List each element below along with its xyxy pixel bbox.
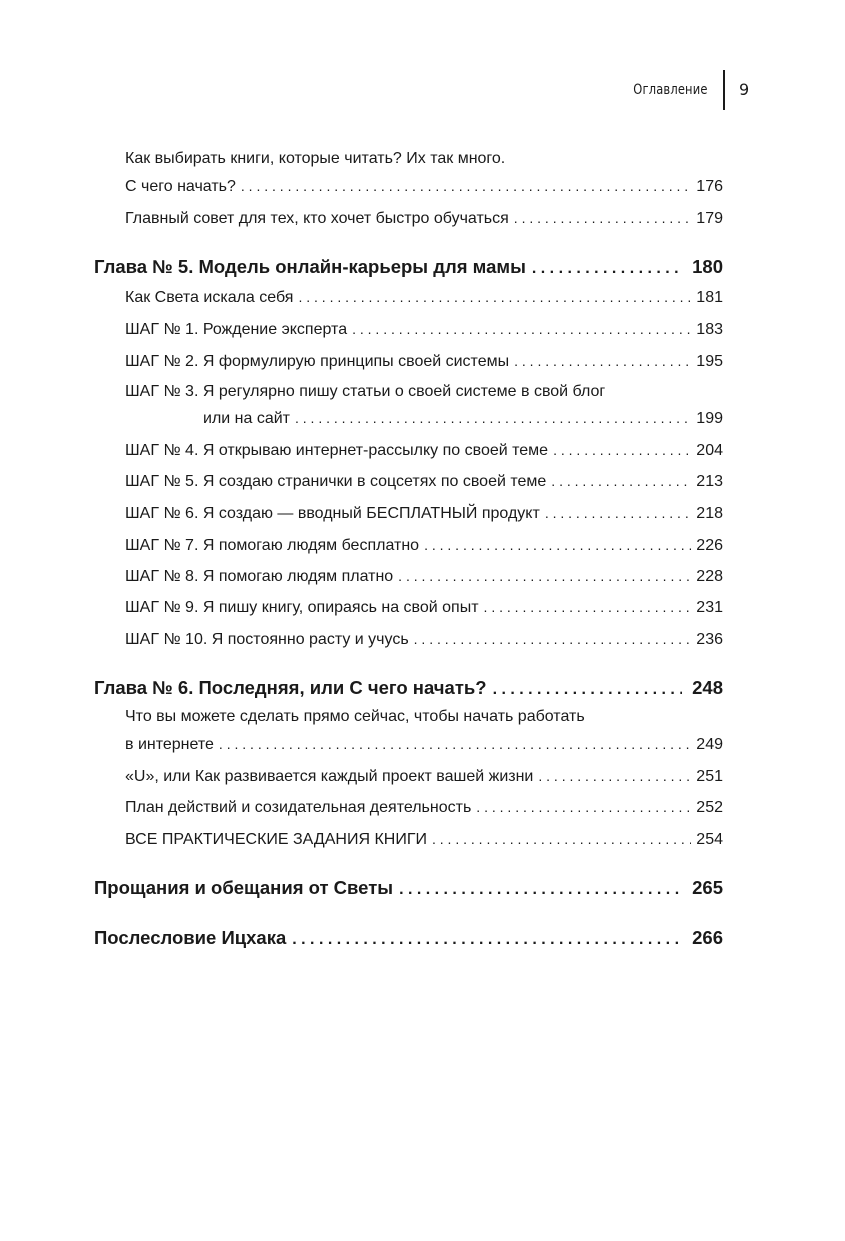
page-number: 9 (739, 80, 750, 99)
toc-entry-title: Как Света искала себя (125, 289, 294, 306)
toc-chapter (94, 255, 723, 281)
dot-leader (514, 351, 691, 371)
toc-entry-title: Главный совет для тех, кто хочет быстро обучаться (125, 210, 509, 227)
dot-leader (219, 734, 691, 754)
toc-chapter (94, 876, 723, 902)
toc-entry (125, 503, 723, 524)
toc-entry-title: ШАГ № 2. Я формулирую принципы своей системы (125, 353, 510, 370)
toc-entry-title: Прощания и обещания от Светы (94, 877, 394, 898)
toc-entry (125, 176, 723, 197)
dot-leader (432, 829, 691, 849)
dot-leader (514, 208, 692, 228)
dot-leader (398, 566, 691, 586)
section-title: Оглавление (633, 82, 708, 98)
toc-page-number: 231 (696, 599, 723, 616)
toc-entry (125, 440, 723, 461)
toc-page-number: 248 (692, 677, 723, 698)
toc-entry (203, 408, 723, 429)
toc-chapter (94, 676, 723, 702)
toc-entry (125, 629, 723, 650)
toc-entry-title: ШАГ № 7. Я помогаю людям бесплатно (125, 537, 420, 554)
toc-page-number: 251 (696, 768, 723, 785)
toc-entry (125, 287, 723, 308)
toc-entry (125, 829, 723, 850)
toc-page-number: 266 (692, 927, 723, 948)
toc-entry (125, 597, 723, 618)
toc-page-number: 176 (696, 178, 723, 195)
toc-entry-title: Что вы можете сделать прямо сейчас, чтобы начать работать (125, 708, 585, 725)
toc-page-number: 195 (696, 353, 723, 370)
toc-entry (125, 707, 723, 727)
toc-page-number: 236 (696, 631, 723, 648)
toc-page-number: 249 (696, 736, 723, 753)
dot-leader (551, 471, 691, 491)
dot-leader (399, 878, 682, 902)
toc-entry (125, 351, 723, 372)
dot-leader (295, 408, 691, 428)
toc-page-number: 179 (696, 210, 723, 227)
toc-entry-title: ШАГ № 8. Я помогаю людям платно (125, 568, 394, 585)
toc-entry-title: С чего начать? (125, 178, 236, 195)
dot-leader (493, 678, 683, 702)
toc-entry-title: Глава № 6. Последняя, или С чего начать? (94, 677, 487, 698)
toc-page-number: 180 (692, 256, 723, 277)
toc-entry (125, 208, 723, 229)
dot-leader (532, 257, 682, 281)
toc-entry (125, 734, 723, 755)
toc-page-number: 204 (696, 442, 723, 459)
toc-chapter (94, 926, 723, 952)
toc-page-number: 254 (696, 831, 723, 848)
header-divider (723, 70, 725, 110)
toc-entry-title: или на сайт (203, 410, 290, 427)
toc-entry-title: Как выбирать книги, которые читать? Их так много. (125, 150, 506, 167)
toc-entry-title: ШАГ № 10. Я постоянно расту и учусь (125, 631, 409, 648)
dot-leader (352, 319, 691, 339)
toc-entry (125, 149, 723, 169)
toc-entry (125, 797, 723, 818)
dot-leader (538, 766, 691, 786)
toc-entry-title: ШАГ № 4. Я открываю интернет-рассылку по своей теме (125, 442, 549, 459)
toc-entry-title: в интернете (125, 736, 214, 753)
toc-entry (125, 319, 723, 340)
toc-entry-title: «U», или Как развивается каждый проект вашей жизни (125, 768, 534, 785)
dot-leader (424, 535, 691, 555)
toc-entry-title: ШАГ № 6. Я создаю — вводный БЕСПЛАТНЫЙ продукт (125, 505, 540, 522)
toc-entry-title: ВСЕ ПРАКТИЧЕСКИЕ ЗАДАНИЯ КНИГИ (125, 831, 427, 848)
toc-page-number: 181 (696, 289, 723, 306)
toc-entry-title: ШАГ № 3. Я регулярно пишу статьи о своей системе в свой блог (125, 383, 606, 400)
toc-entry (125, 535, 723, 556)
toc-page-number: 228 (696, 568, 723, 585)
running-head (0, 78, 845, 108)
toc-entry-title: Глава № 5. Модель онлайн-карьеры для мамы (94, 256, 526, 277)
dot-leader (476, 797, 691, 817)
toc-page-number: 252 (696, 799, 723, 816)
toc-page-number: 265 (692, 877, 723, 898)
toc-entry (125, 471, 723, 492)
dot-leader (414, 629, 692, 649)
toc-entry (125, 766, 723, 787)
toc-page-number: 213 (696, 473, 723, 490)
toc-entry-title: ШАГ № 9. Я пишу книгу, опираясь на свой опыт (125, 599, 479, 616)
dot-leader (484, 597, 692, 617)
toc-page-number: 226 (696, 537, 723, 554)
toc-entry-title: ШАГ № 5. Я создаю странички в соцсетях по своей теме (125, 473, 547, 490)
toc-page-number: 183 (696, 321, 723, 338)
toc-entry-title: План действий и созидательная деятельность (125, 799, 472, 816)
dot-leader (553, 440, 691, 460)
dot-leader (241, 176, 691, 196)
dot-leader (292, 928, 682, 952)
toc-entry-title: ШАГ № 1. Рождение эксперта (125, 321, 348, 338)
toc-page-number: 218 (696, 505, 723, 522)
toc-entry (125, 382, 723, 402)
toc-entry (125, 566, 723, 587)
toc-entry-title: Послесловие Ицхака (94, 927, 287, 948)
toc-page-number: 199 (696, 410, 723, 427)
dot-leader (298, 287, 691, 307)
dot-leader (545, 503, 691, 523)
